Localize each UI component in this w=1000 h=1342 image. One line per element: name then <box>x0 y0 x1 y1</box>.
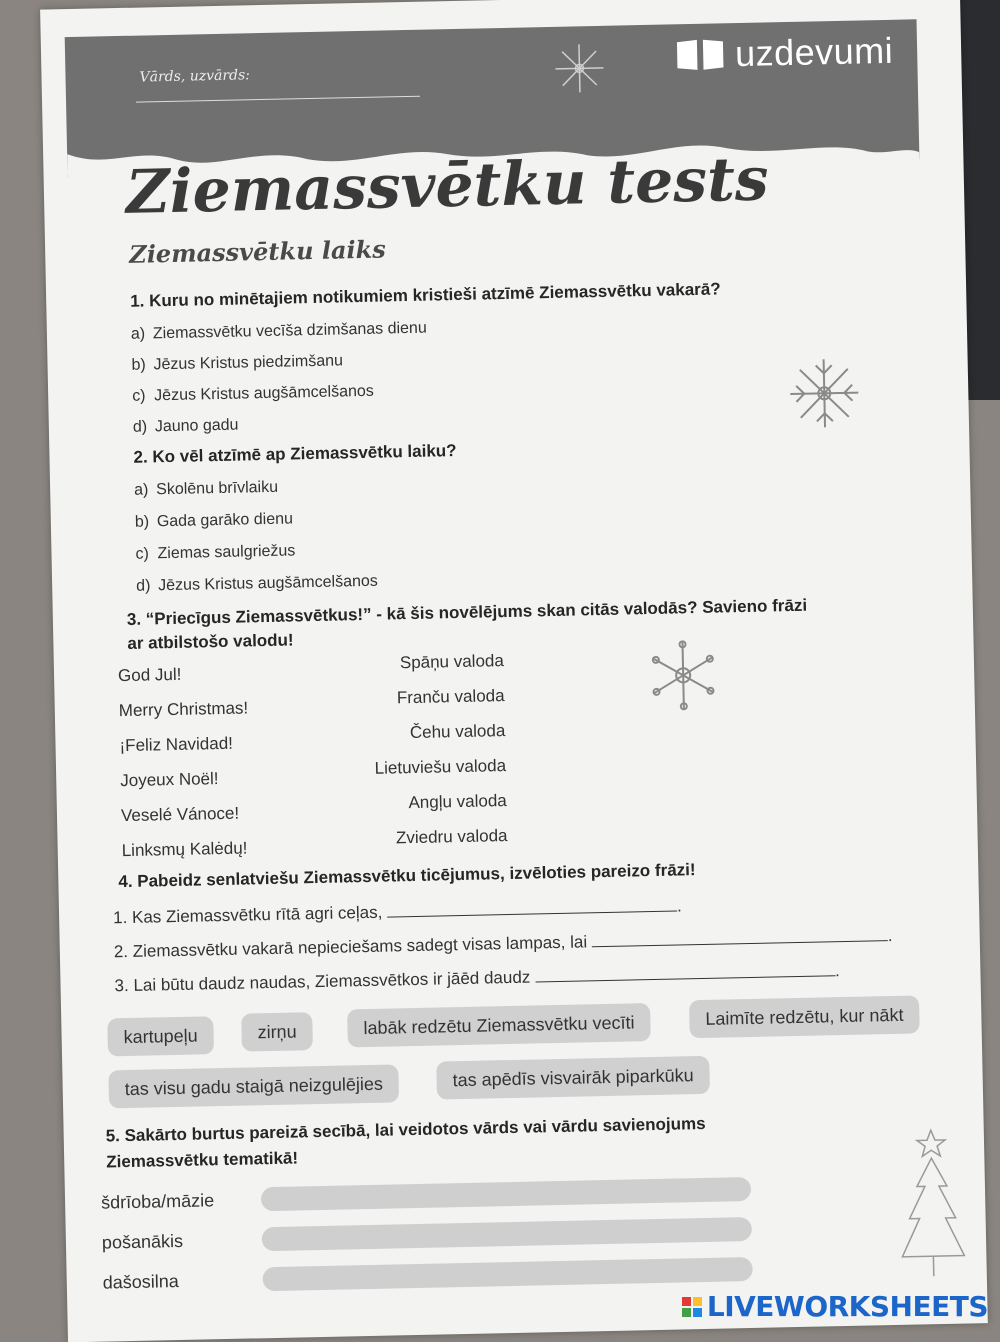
snowflake-icon <box>553 42 606 95</box>
answer-blank[interactable] <box>592 924 888 947</box>
q2-option-c[interactable] <box>135 540 295 565</box>
language-item[interactable]: Spāņu valoda <box>344 651 504 674</box>
q2-option-b[interactable] <box>135 508 294 533</box>
uzdevumi-logo <box>675 30 894 77</box>
language-item[interactable]: Čehu valoda <box>345 721 505 744</box>
scrambled-word: šdrīoba/māzie <box>101 1190 214 1213</box>
question-3-line-1: 3. “Priecīgus Ziemassvētkus!” - kā šis novēlējums skan citās valodās? Savieno frāzi <box>127 594 808 632</box>
option-text: Ziemassvētku vecīša dzimšanas dienu <box>153 320 427 343</box>
question-3-line-2: ar atbilstošo valodu! <box>127 628 294 655</box>
q4-item-3 <box>114 959 840 998</box>
phrase-item[interactable]: Joyeux Noël! <box>120 769 219 791</box>
phrase-item[interactable]: Veselé Vánoce! <box>121 804 240 826</box>
option-text: Ziemas saulgriežus <box>157 542 295 562</box>
option-text: Jēzus Kristus augšāmcelšanos <box>154 383 374 405</box>
option-text: Jēzus Kristus piedzimšanu <box>153 352 343 373</box>
answer-chip[interactable]: labāk redzētu Ziemassvētku vecīti <box>347 1003 651 1047</box>
option-letter: b) <box>131 354 153 376</box>
answer-field[interactable] <box>261 1177 751 1211</box>
scrambled-word: pošanākis <box>102 1231 183 1254</box>
question-4: 4. Pabeidz senlatviešu Ziemassvētku ticējumus, izvēloties pareizo frāzi! <box>118 858 696 894</box>
book-icon <box>675 37 726 72</box>
q1-option-d[interactable] <box>133 415 239 439</box>
phrase-item[interactable]: Merry Christmas! <box>119 698 249 721</box>
end-mark: . <box>677 896 682 915</box>
end-mark: . <box>888 926 893 945</box>
question-1: 1. Kuru no minētajiem notikumiem kristieši atzīmē Ziemassvētku vakarā? <box>130 277 721 313</box>
worksheet-page <box>40 0 988 1342</box>
option-letter: a) <box>131 323 153 345</box>
answer-field[interactable] <box>262 1217 752 1251</box>
answer-chip[interactable]: kartupeļu <box>107 1016 214 1056</box>
answer-chip[interactable]: tas apēdīs visvairāk piparkūku <box>436 1056 710 1100</box>
snowflake-icon <box>786 355 864 433</box>
question-5-line-1: 5. Sakārto burtus pareizā secībā, lai veidotos vārds vai vārdu savienojums <box>105 1112 705 1149</box>
snowflake-icon <box>643 636 723 716</box>
answer-blank[interactable] <box>535 959 835 982</box>
option-letter: c) <box>135 543 157 565</box>
q2-option-a[interactable] <box>134 477 278 502</box>
item-text: 2. Ziemassvētku vakarā nepieciešams sadegt visas lampas, lai <box>114 932 588 961</box>
question-5-line-2: Ziemassvētku tematikā! <box>106 1146 298 1174</box>
option-letter: a) <box>134 479 156 501</box>
question-2: 2. Ko vēl atzīmē ap Ziemassvētku laiku? <box>133 439 457 470</box>
item-text: 3. Lai būtu daudz naudas, Ziemassvētkos ir jāēd daudz <box>114 968 530 996</box>
option-letter: c) <box>132 385 154 407</box>
watermark-text: LIVEWORKSHEETS <box>707 1290 988 1323</box>
q2-option-d[interactable] <box>136 571 378 598</box>
option-text: Skolēnu brīvlaiku <box>156 479 278 499</box>
option-letter: d) <box>133 416 155 438</box>
item-text: 1. Kas Ziemassvētku rītā agri ceļas, <box>113 903 383 928</box>
answer-field[interactable] <box>262 1257 752 1291</box>
name-input-line[interactable] <box>136 96 420 103</box>
q1-option-a[interactable] <box>131 318 427 346</box>
language-item[interactable]: Franču valoda <box>344 686 504 709</box>
page-subtitle: Ziemassvētku laiks <box>129 234 386 268</box>
end-mark: . <box>835 961 840 980</box>
answer-chip[interactable]: tas visu gadu staigā neizgulējies <box>108 1064 399 1108</box>
q1-option-c[interactable] <box>132 381 374 408</box>
option-letter: b) <box>135 511 157 533</box>
phrase-item[interactable]: ¡Feliz Navidad! <box>119 734 233 756</box>
q4-item-2 <box>114 924 893 964</box>
page-title: Ziemassvētku tests <box>125 144 769 227</box>
christmas-tree-icon <box>894 1125 971 1282</box>
phrase-item[interactable]: God Jul! <box>118 665 182 686</box>
language-item[interactable]: Angļu valoda <box>347 791 507 814</box>
liveworksheets-logo-icon <box>681 1296 703 1318</box>
q1-option-b[interactable] <box>131 350 343 376</box>
answer-blank[interactable] <box>387 894 677 917</box>
option-text: Gada garāko dienu <box>157 510 293 530</box>
answer-chip[interactable]: zirņu <box>241 1012 313 1051</box>
language-item[interactable]: Zviedru valoda <box>347 826 507 849</box>
q4-item-1 <box>113 894 682 930</box>
phrase-item[interactable]: Linksmų Kalėdų! <box>122 838 248 861</box>
liveworksheets-watermark <box>681 1290 988 1323</box>
name-label: Vārds, uzvārds: <box>139 67 250 85</box>
language-item[interactable]: Lietuviešu valoda <box>346 756 506 779</box>
answer-chip[interactable]: Laimīte redzētu, kur nākt <box>689 995 920 1038</box>
option-text: Jēzus Kristus augšāmcelšanos <box>158 573 378 595</box>
option-text: Jauno gadu <box>155 417 239 436</box>
option-letter: d) <box>136 575 158 597</box>
scrambled-word: dašosilna <box>103 1271 179 1294</box>
logo-text: uzdevumi <box>735 30 894 75</box>
